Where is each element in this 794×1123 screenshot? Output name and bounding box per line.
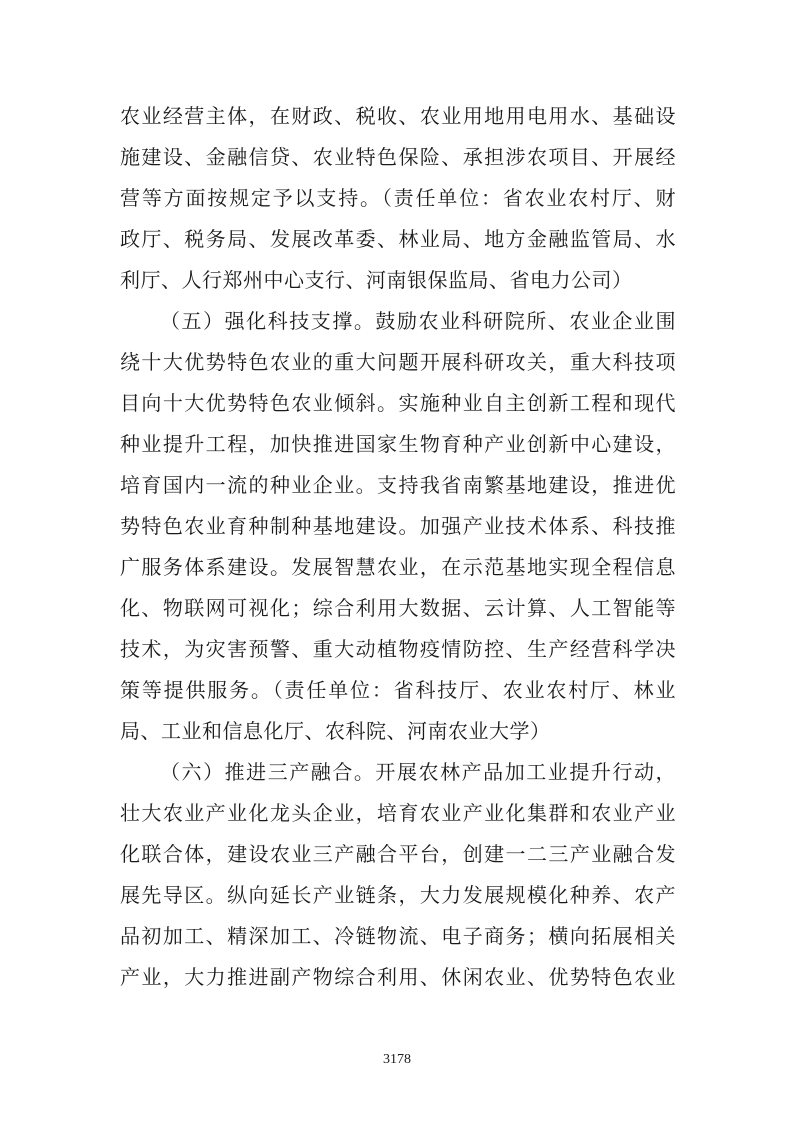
text-line: 化、物联网可视化；综合利用大数据、云计算、人工智能等 (120, 596, 676, 620)
text-line: 培育国内一流的种业企业。支持我省南繁基地建设，推进优 (120, 473, 676, 497)
text-line: 势特色农业育种制种基地建设。加强产业技术体系、科技推 (120, 514, 676, 538)
text-line: 局、工业和信息化厅、农科院、河南农业大学） (120, 719, 551, 743)
text-line: 壮大农业产业化龙头企业，培育农业产业化集群和农业产业 (120, 801, 676, 825)
text-line: 技术，为灾害预警、重大动植物疫情防控、生产经营科学决 (120, 637, 676, 661)
text-line: 产业，大力推进副产物综合利用、休闲农业、优势特色农业 (120, 965, 676, 989)
text-line: 农业经营主体，在财政、税收、农业用地用电用水、基础设 (120, 104, 676, 128)
text-line: 目向十大优势特色农业倾斜。实施种业自主创新工程和现代 (120, 391, 676, 415)
text-line: 品初加工、精深加工、冷链物流、电子商务；横向拓展相关 (120, 924, 676, 948)
text-line: 营等方面按规定予以支持。（责任单位：省农业农村厅、财 (120, 186, 676, 210)
page-number: 3178 (383, 1052, 411, 1067)
section-heading-line: （五）强化科技支撑。鼓励农业科研院所、农业企业围 (160, 309, 676, 333)
text-line: 施建设、金融信贷、农业特色保险、承担涉农项目、开展经 (120, 145, 676, 169)
text-line: 策等提供服务。（责任单位：省科技厅、农业农村厅、林业 (120, 678, 676, 702)
section-heading-line: （六）推进三产融合。开展农林产品加工业提升行动， (160, 760, 676, 784)
text-line: 绕十大优势特色农业的重大问题开展科研攻关，重大科技项 (120, 350, 676, 374)
text-line: 展先导区。纵向延长产业链条，大力发展规模化种养、农产 (120, 883, 676, 907)
text-line: 化联合体，建设农业三产融合平台，创建一二三产业融合发 (120, 842, 676, 866)
text-line: 政厅、税务局、发展改革委、林业局、地方金融监管局、水 (120, 227, 676, 251)
text-line: 利厅、人行郑州中心支行、河南银保监局、省电力公司） (120, 268, 633, 292)
text-line: 广服务体系建设。发展智慧农业，在示范基地实现全程信息 (120, 555, 676, 579)
text-line: 种业提升工程，加快推进国家生物育种产业创新中心建设， (120, 432, 676, 456)
